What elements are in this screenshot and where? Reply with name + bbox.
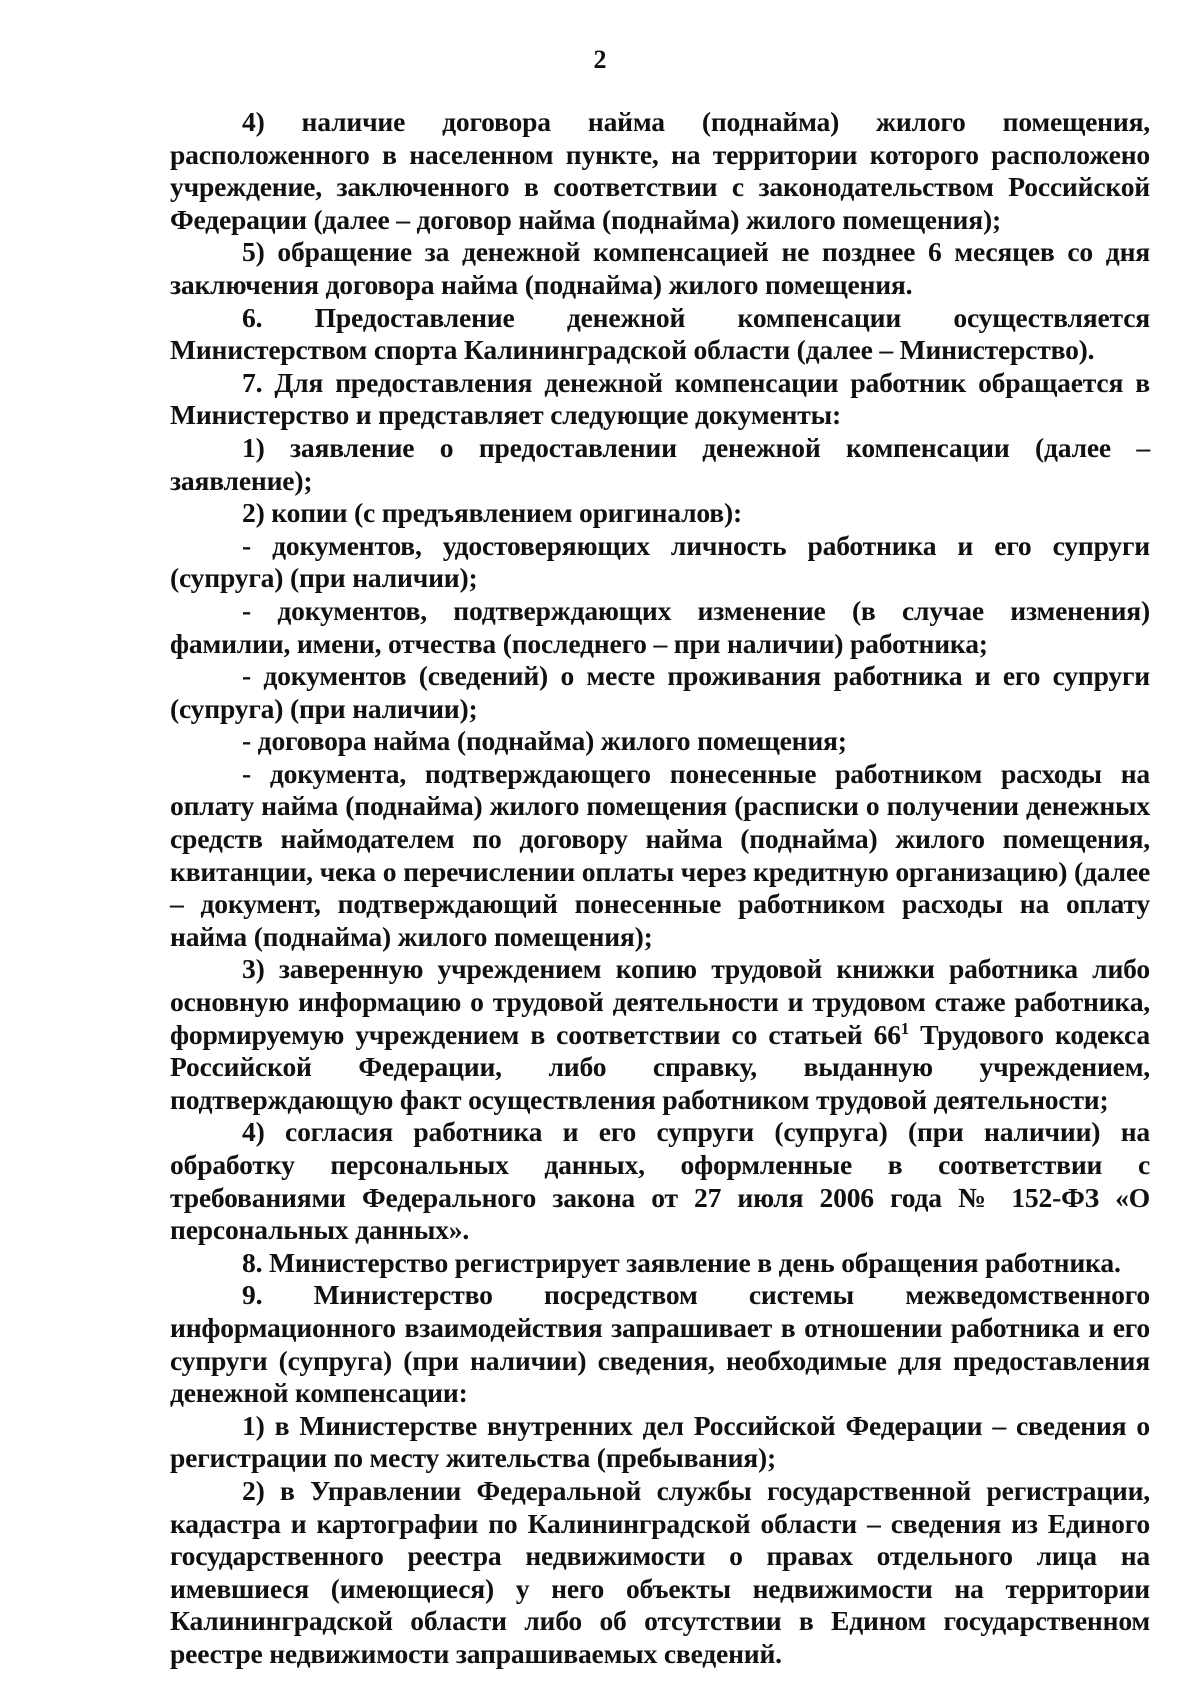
paragraph-copies-name-change: - документов, подтверждающих изменение (в случае изменения) фамилии, имени, отчества (последнего – при наличии) работника; xyxy=(170,594,1150,659)
page-number: 2 xyxy=(593,45,607,74)
paragraph-item-5-deadline: 5) обращение за денежной компенсацией не позднее 6 месяцев со дня заключения договора найма (поднайма) жилого помещения. xyxy=(170,236,1150,300)
paragraph-doc-application: 1) заявление о предоставлении денежной компенсации (далее – заявление); xyxy=(170,431,1150,496)
article-superscript: 1 xyxy=(900,1018,909,1038)
paragraph-doc-copies: 2) копии (с предъявлением оригиналов): xyxy=(242,497,742,529)
paragraph-copies-expense-proof: - документа, подтверждающего понесенные работником расходы на оплату найма (поднайма) жилого помещения (расписки о получении денежных средств наймодателем по договору найма (поднайма) жилого помещения, квитанции, чека о перечислении оплаты через кредитную организацию) (далее – документ, подтверждающий понесенные работником расходы на оплату найма (поднайма) жилого помещения); xyxy=(170,757,1150,952)
paragraph-clause-7: 7. Для предоставления денежной компенсации работник обращается в Министерство и представляет следующие документы: xyxy=(170,366,1150,431)
paragraph-item-4-contract: 4) наличие договора найма (поднайма) жилого помещения, расположенного в населенном пункте, на территории которого расположено учреждение, заключенного в соответствии с законодательством Российской Федерации (далее – договор найма (поднайма) жилого помещения); xyxy=(170,106,1150,235)
paragraph-copies-lease: - договора найма (поднайма) жилого помещения; xyxy=(242,725,847,757)
paragraph-clause-8: 8. Министерство регистрирует заявление в день обращения работника. xyxy=(242,1246,1121,1278)
employment-record-text-end: Трудового кодекса Российской Федерации, либо справку, выданную учреждением, подтверждающую факт осуществления работником трудовой деятельности; xyxy=(170,1018,1150,1115)
paragraph-clause-6: 6. Предоставление денежной компенсации осуществляется Министерством спорта Калининградской области (далее – Министерство). xyxy=(170,301,1150,366)
document-body xyxy=(170,106,1150,1671)
paragraph-copies-residence: - документов (сведений) о месте проживания работника и его супруги (супруга) (при наличии); xyxy=(170,660,1150,724)
paragraph-doc-employment-record xyxy=(170,953,1150,1116)
paragraph-request-mvd: 1) в Министерстве внутренних дел Российской Федерации – сведения о регистрации по месту жительства (пребывания); xyxy=(170,1409,1150,1474)
employment-record-text-start: 3) заверенную учреждением копию трудовой книжки работника либо основную информацию о трудовой деятельности и трудовом стаже работника, формируемую учреждением в соответствии со статьей 66 xyxy=(170,953,1150,1050)
paragraph-copies-identity: - документов, удостоверяющих личность работника и его супруги (супруга) (при наличии); xyxy=(170,529,1150,594)
paragraph-doc-consent: 4) согласия работника и его супруги (супруга) (при наличии) на обработку персональных данных, оформленные в соответствии с требованиями Федерального закона от 27 июля 2006 года № 152-ФЗ «О персональных данных». xyxy=(170,1116,1150,1246)
paragraph-clause-9: 9. Министерство посредством системы межведомственного информационного взаимодействия запрашивает в отношении работника и его супруги (супруга) (при наличии) сведения, необходимые для предоставления денежной компенсации: xyxy=(170,1279,1150,1409)
paragraph-request-rosreestr: 2) в Управлении Федеральной службы государственной регистрации, кадастра и картографии по Калининградской области – сведения из Единого государственного реестра недвижимости о правах отдельного лица на имевшиеся (имеющиеся) у него объекты недвижимости на территории Калининградской области либо об отсутствии в Едином государственном реестре недвижимости запрашиваемых сведений. xyxy=(170,1474,1150,1669)
